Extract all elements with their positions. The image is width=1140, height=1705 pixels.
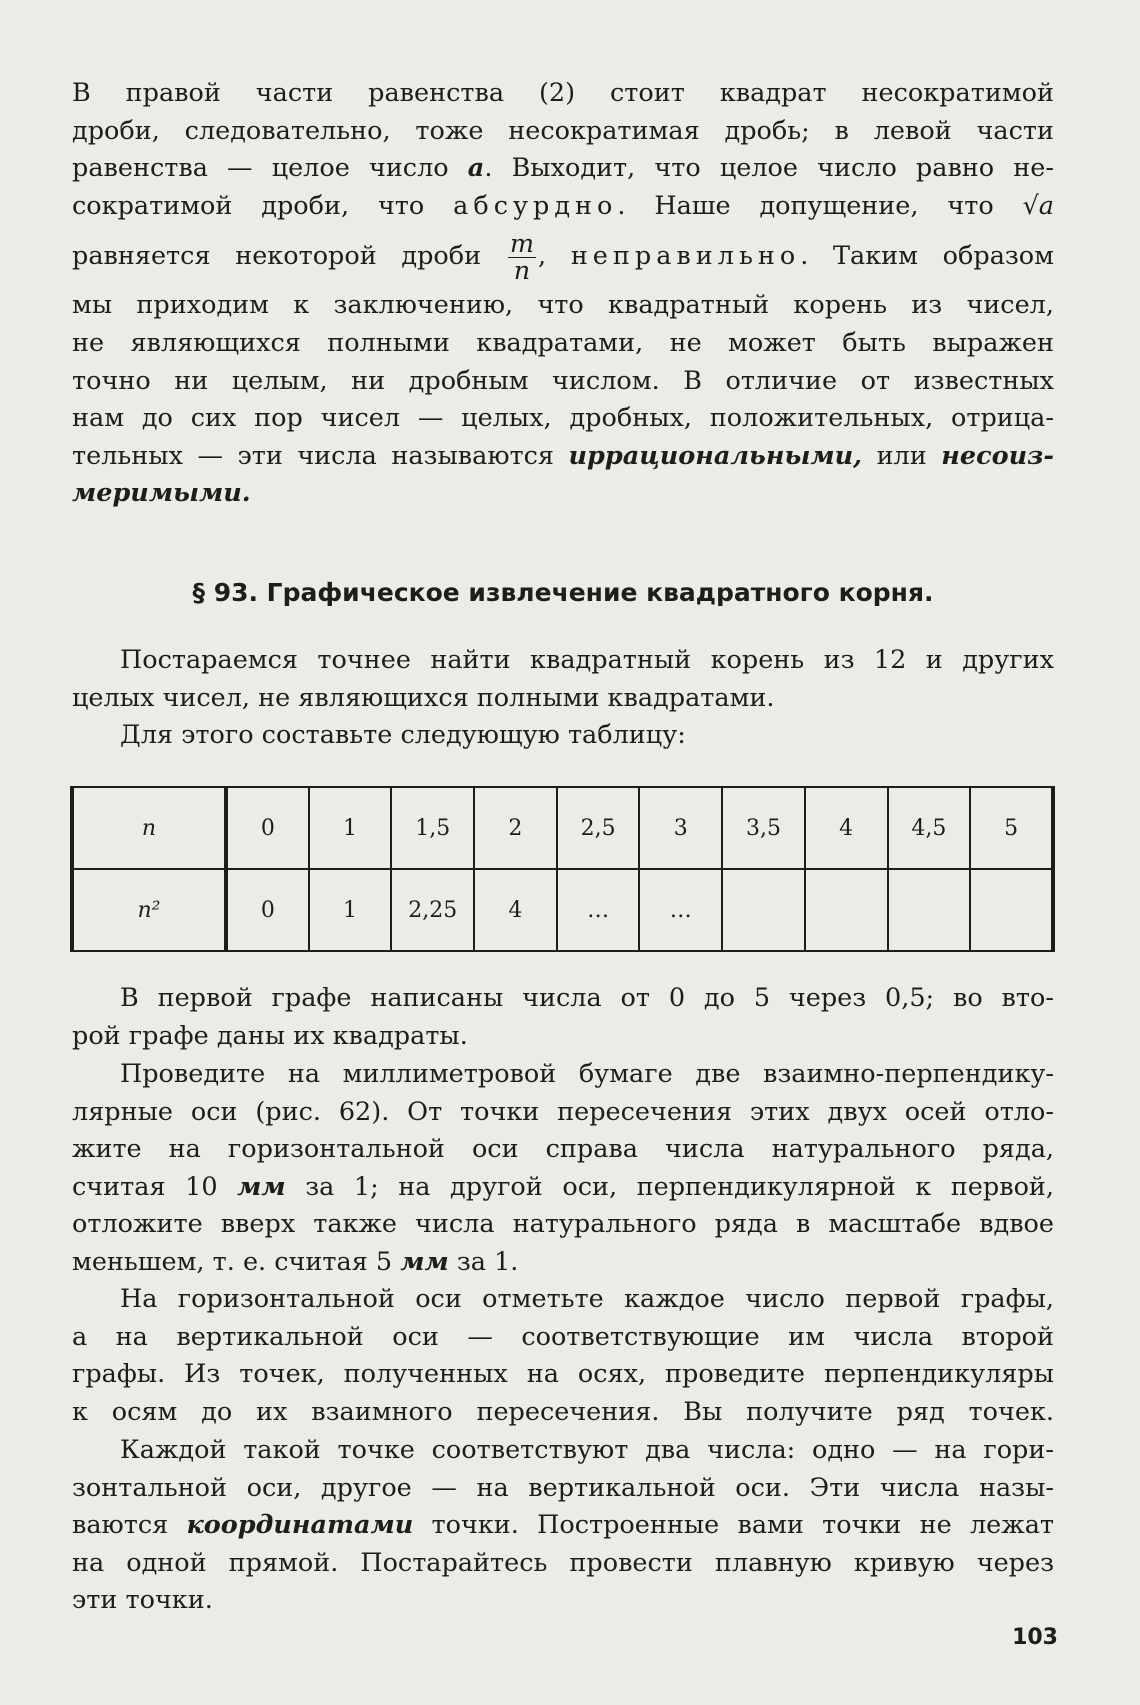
text-line: мы приходим к заключению, что квадратный корень из чисел, [72, 290, 1054, 321]
text-line: равенства — целое число a. Выходит, что целое число равно не- [72, 153, 1054, 184]
text-line: не являющихся полными квадратами, не может быть выражен [72, 327, 1054, 358]
table-cell: … [557, 869, 640, 951]
table-cell: 3 [639, 787, 722, 869]
paragraph-irrational [72, 75, 1054, 513]
text-line: Постараемся точнее найти квадратный корень из 12 и других [120, 645, 1054, 675]
table-row-n [72, 787, 1053, 869]
table-cell: 2,25 [391, 869, 474, 951]
text-line: равняется некоторой дроби $\frac{m}{n}$ , неправильно. Таким образом [72, 228, 1054, 286]
paragraph-axes [72, 1056, 1054, 1282]
paragraph-columns [72, 980, 1054, 1055]
table-cell: 1 [309, 787, 392, 869]
squares-table [70, 786, 1055, 952]
text-line: меримыми. [72, 478, 251, 509]
table-cell: 4,5 [888, 787, 971, 869]
text-line: точно ни целым, ни дробным числом. В отличие от известных [72, 365, 1054, 396]
text-line: Каждой такой точке соответствуют два числа: одно — на гори- [120, 1435, 1054, 1465]
table-cell [888, 869, 971, 951]
paragraph-intro-table [72, 642, 1054, 755]
text-line: На горизонтальной оси отметьте каждое число первой графы, [120, 1284, 1054, 1314]
text-line: графы. Из точек, полученных на осях, проведите перпендикуляры [72, 1359, 1054, 1390]
sqrt-a: √a [1022, 190, 1055, 221]
table-cell: … [639, 869, 722, 951]
text-line: дроби, следовательно, тоже несократимая дробь; в левой части [72, 115, 1054, 146]
text-line: Проведите на миллиметровой бумаге две взаимно-перпендику- [120, 1059, 1054, 1089]
table-cell: 5 [970, 787, 1053, 869]
text-line: сократимой дроби, что абсурдно. Наше допущение, что √a [72, 190, 1055, 221]
table-cell: 3,5 [722, 787, 805, 869]
text-line: Для этого составьте следующую таблицу: [120, 720, 686, 751]
table-cell [805, 869, 888, 951]
table-cell: n [72, 787, 226, 869]
text-line: меньшем, т. е. считая 5 мм за 1. [72, 1246, 519, 1277]
table-cell: 2 [474, 787, 557, 869]
text-line: к осям до их взаимного пересечения. Вы получите ряд точек. [72, 1396, 1054, 1427]
section-heading: § 93. Графическое извлечение квадратного корня. [192, 578, 934, 607]
text-line: нам до сих пор чисел — целых, дробных, положительных, отрица- [72, 403, 1054, 434]
table-cell: 4 [474, 869, 557, 951]
table-cell: 1 [309, 869, 392, 951]
text-line: эти точки. [72, 1585, 213, 1616]
table-cell: 0 [226, 787, 309, 869]
text-line: целых чисел, не являющихся полными квадратами. [72, 682, 775, 713]
text-line: а на вертикальной оси — соответствующие им числа второй [72, 1321, 1054, 1352]
table-cell: 1,5 [391, 787, 474, 869]
fraction-m-n: $\frac{m}{n}$ [509, 228, 535, 286]
text-line: считая 10 мм за 1; на другой оси, перпендикулярной к первой, [72, 1171, 1055, 1202]
text-line: В правой части равенства (2) стоит квадрат несократимой [72, 78, 1054, 108]
text-line: зонтальной оси, другое — на вертикальной оси. Эти числа назы- [72, 1472, 1054, 1503]
table-row-n-squared [72, 869, 1053, 951]
paragraph-coordinates [72, 1432, 1054, 1620]
text-line: отложите вверх также числа натурального ряда в масштабе вдвое [72, 1209, 1054, 1240]
paragraph-points [72, 1281, 1054, 1431]
table-cell: n² [72, 869, 226, 951]
text-line: В первой графе написаны числа от 0 до 5 через 0,5; во вто- [120, 983, 1054, 1013]
table-cell [722, 869, 805, 951]
text-line: на одной прямой. Постарайтесь провести плавную кривую через [72, 1547, 1054, 1578]
table-cell: 0 [226, 869, 309, 951]
text-line: тельных — эти числа называются иррациональными, или несоиз- [72, 440, 1055, 471]
table-cell: 2,5 [557, 787, 640, 869]
text-line: жите на горизонтальной оси справа числа натурального ряда, [72, 1134, 1054, 1165]
table-cell [970, 869, 1053, 951]
text-line: рой графе даны их квадраты. [72, 1020, 468, 1051]
table-cell: 4 [805, 787, 888, 869]
text-line: лярные оси (рис. 62). От точки пересечения этих двух осей отло- [72, 1096, 1054, 1127]
text-line: ваются координатами точки. Построенные вами точки не лежат [72, 1510, 1055, 1541]
page-number: 103 [1012, 1625, 1058, 1650]
